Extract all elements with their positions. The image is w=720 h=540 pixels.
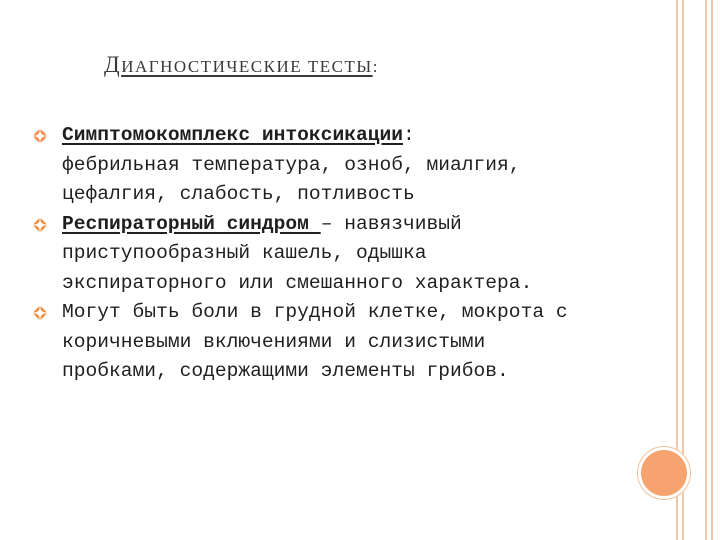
bullet-line: пробками, содержащими элементы грибов.: [62, 360, 509, 382]
bullet-item-intoxication: [32, 121, 632, 210]
diamond-bullet-icon: [32, 305, 48, 321]
frame-line-right-outer: [711, 0, 713, 540]
title-colon: :: [372, 57, 379, 76]
diamond-bullet-icon: [32, 128, 48, 144]
decorative-circle: [641, 450, 687, 496]
bullet-line: фебрильная температура, озноб, миалгия,: [62, 153, 521, 176]
bullet-line: Могут быть боли в грудной клетке, мокрота с: [62, 301, 568, 323]
title-first-letter: Д: [104, 52, 122, 77]
bullet-line: цефалгия, слабость, потливость: [62, 183, 415, 205]
bullet-first-line-rest: – навязчивый: [320, 212, 462, 235]
bullet-list: [32, 121, 632, 387]
bullet-item-respiratory: [32, 210, 632, 299]
bullet-line: [62, 121, 632, 151]
diamond-bullet-icon: [32, 217, 48, 233]
bullet-heading: Респираторный синдром: [62, 212, 321, 235]
title-rest: ИАГНОСТИЧЕСКИЕ ТЕСТЫ: [121, 57, 373, 76]
bullet-item-chest-pain: [32, 298, 632, 387]
slide-title: [104, 52, 379, 78]
bullet-line: экспираторного или смешанного характера.: [62, 271, 533, 294]
bullet-separator: :: [403, 124, 415, 146]
frame-line-right-inner: [705, 0, 707, 540]
bullet-line: коричневыми включениями и слизистыми: [62, 330, 486, 353]
bullet-heading: Симптомокомплекс интоксикации: [62, 124, 403, 146]
bullet-line: [62, 210, 632, 240]
bullet-line: приступообразный кашель, одышка: [62, 242, 427, 264]
slide-title-text: [104, 52, 373, 77]
